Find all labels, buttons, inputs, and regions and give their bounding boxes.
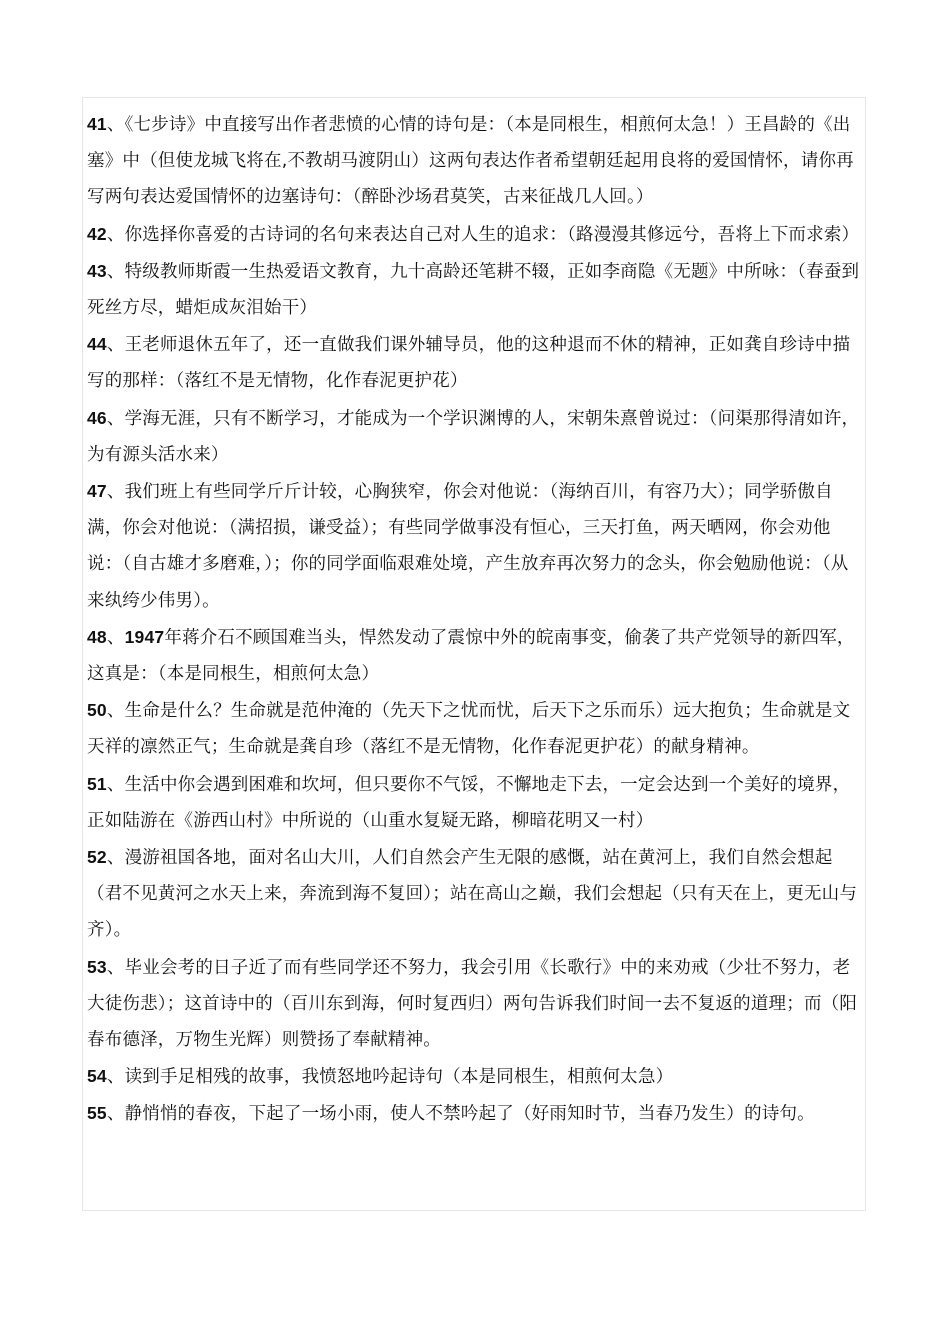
question-48 (87, 619, 862, 692)
question-42 (87, 216, 862, 253)
question-text: 、毕业会考的日子近了而有些同学还不努力，我会引用《长歌行》中的来劝戒（少壮不努力，老大徒伤悲）；这首诗中的（百川东到海，何时复西归）两句告诉我们时间一去不复返的道理；而（阳春布德泽，万物生光辉）则赞扬了奉献精神。 (87, 957, 858, 1051)
question-52 (87, 839, 862, 949)
question-51 (87, 766, 862, 839)
question-text: 、你选择你喜爱的古诗词的名句来表达自己对人生的追求：（路漫漫其修远兮，吾将上下而求索） (106, 224, 860, 245)
question-text: 、特级教师斯霞一生热爱语文教育，九十高龄还笔耕不辍，正如李商隐《无题》中所咏：（春蚕到死丝方尽，蜡炬成灰泪始干） (87, 261, 860, 319)
question-text: 、漫游祖国各地，面对名山大川，人们自然会产生无限的感慨，站在黄河上，我们自然会想起（君不见黄河之水天上来，奔流到海不复回）；站在高山之巅，我们会想起（只有天在上，更无山与齐）。 (87, 848, 858, 941)
question-number: 50 (87, 700, 107, 721)
question-number: 55 (87, 1103, 107, 1124)
question-number: 44 (87, 334, 107, 355)
question-number: 53 (87, 956, 107, 977)
question-number: 54 (87, 1066, 107, 1087)
question-text: 、我们班上有些同学斤斤计较，心胸狭窄，你会对他说：（海纳百川，有容乃大）；同学骄傲自满，你会对他说：（满招损，谦受益）；有些同学做事没有恒心，三天打鱼，两天晒网，你会劝他说：（自古雄才多磨难，）；你的同学面临艰难处境，产生放弃再次努力的念头，你会勉励他说：（从来纨绔少伟男）。 (87, 482, 849, 611)
question-number: 52 (87, 847, 107, 868)
question-number: 48 (87, 626, 107, 647)
question-41 (87, 106, 862, 216)
question-55 (87, 1095, 862, 1132)
question-text-continued: 年蒋介石不顾国难当头，悍然发动了震惊中外的皖南事变，偷袭了共产党领导的新四军，这真是：（本是同根生，相煎何太急） (87, 627, 855, 685)
question-number: 41 (87, 114, 107, 134)
question-text: 、王老师退休五年了，还一直做我们课外辅导员，他的这种退而不休的精神，正如龚自珍诗中描写的那样：（落红不是无情物，化作春泥更护花） (87, 335, 851, 392)
question-50 (87, 692, 862, 765)
question-54 (87, 1058, 862, 1095)
question-number: 51 (87, 773, 107, 794)
question-text: 、生活中你会遇到困难和坎坷，但只要你不气馁，不懈地走下去，一定会达到一个美好的境界，正如陆游在《游西山村》中所说的（山重水复疑无路，柳暗花明又一村） (87, 774, 851, 831)
question-53 (87, 949, 862, 1059)
year-number: 1947 (124, 626, 165, 647)
question-44 (87, 326, 862, 399)
question-43 (87, 253, 862, 326)
document-content (87, 106, 862, 1133)
question-number: 43 (87, 260, 107, 281)
question-text: 、静悄悄的春夜，下起了一场小雨，使人不禁吟起了（好雨知时节，当春乃发生）的诗句。 (106, 1104, 815, 1125)
question-46 (87, 400, 862, 473)
question-number: 47 (87, 481, 107, 502)
question-text: 、 (106, 627, 125, 648)
question-number: 46 (87, 407, 107, 428)
question-text: 、学海无涯，只有不断学习，才能成为一个学识渊博的人，宋朝朱熹曾说过：（问渠那得清如许，为有源头活水来） (87, 408, 860, 465)
question-text: 、《七步诗》中直接写出作者悲愤的心情的诗句是：（本是同根生，相煎何太急！）王昌龄的《出塞》中（但使龙城飞将在,不教胡马渡阴山）这两句表达作者希望朝廷起用良将的爱国情怀，请你再写两句表达爱国情怀的边塞诗句：（醉卧沙场君莫笑，古来征战几人回。） (87, 115, 854, 208)
question-47 (87, 473, 862, 619)
question-text: 、生命是什么？生命就是范仲淹的（先天下之忧而忧，后天下之乐而乐）远大抱负；生命就是文天祥的凛然正气；生命就是龚自珍（落红不是无情物，化作春泥更护花）的献身精神。 (87, 701, 851, 758)
question-number: 42 (87, 223, 107, 244)
question-text: 、读到手足相残的故事，我愤怒地吟起诗句（本是同根生，相煎何太急） (106, 1067, 674, 1088)
